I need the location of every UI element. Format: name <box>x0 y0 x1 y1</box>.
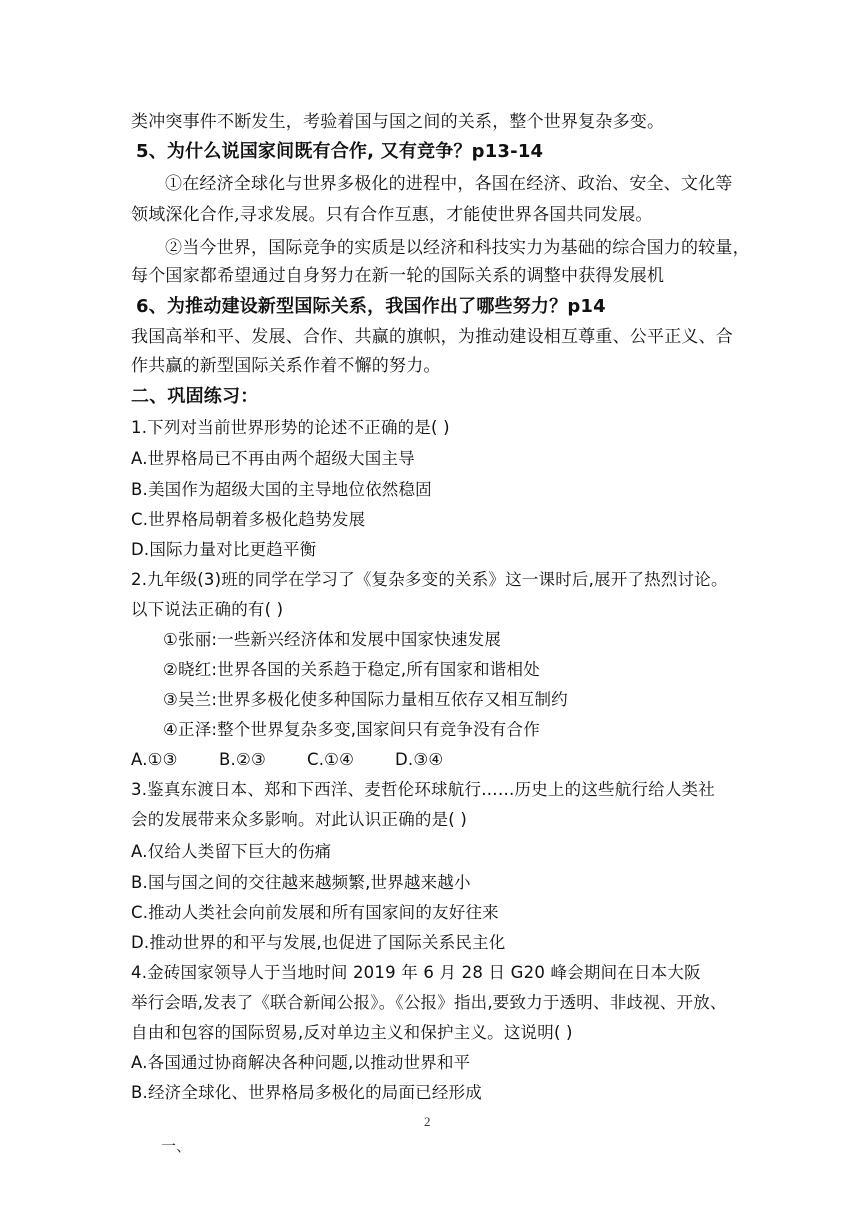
q2-options-row <box>131 749 483 771</box>
option-line: B.经济全球化、世界格局多极化的局面已经形成 <box>131 1083 482 1102</box>
statement-line: ①张丽:一些新兴经济体和发展中国家快速发展 <box>163 630 502 649</box>
text-line: ②当今世界，国际竞争的实质是以经济和科技实力为基础的综合国力的较量， <box>165 238 750 258</box>
option-c: C.①④ <box>307 750 355 769</box>
question-heading-5: 5、为什么说国家间既有合作, 又有竞争？p13-14 <box>136 141 544 162</box>
section-heading: 二、巩固练习： <box>131 386 259 407</box>
question-3: 3.鉴真东渡日本、郑和下西洋、麦哲伦环球航行……历史上的这些航行给人类社 <box>131 780 715 799</box>
text-line: 每个国家都希望通过自身努力在新一轮的国际关系的调整中获得发展机 <box>131 266 665 286</box>
question-4-cont: 举行会晤,发表了《联合新闻公报》。《公报》指出,要致力于透明、非歧视、开放、 <box>131 993 727 1012</box>
option-line: D.国际力量对比更趋平衡 <box>131 540 317 559</box>
text-line: 作共赢的新型国际关系作着不懈的努力。 <box>131 356 441 376</box>
option-line: B.美国作为超级大国的主导地位依然稳固 <box>131 480 432 499</box>
question-2: 2.九年级(3)班的同学在学习了《复杂多变的关系》这一课时后,展开了热烈讨论。 <box>131 570 728 589</box>
option-line: C.推动人类社会向前发展和所有国家间的友好往来 <box>131 903 499 922</box>
option-line: D.推动世界的和平与发展,也促进了国际关系民主化 <box>131 933 506 952</box>
option-line: A.各国通过协商解决各种问题,以推动世界和平 <box>131 1053 471 1072</box>
statement-line: ②晓红:世界各国的关系趋于稳定,所有国家和谐相处 <box>163 660 540 679</box>
question-2-cont: 以下说法正确的有( ) <box>131 600 284 619</box>
option-line: A.仅给人类留下巨大的伤痛 <box>131 842 332 861</box>
option-line: B.国与国之间的交往越来越频繁,世界越来越小 <box>131 873 471 892</box>
text-line: 领域深化合作,寻求发展。只有合作互惠，才能使世界各国共同发展。 <box>131 205 653 225</box>
text-line: 我国高举和平、发展、合作、共赢的旗帜，为推动建设相互尊重、公平正义、合 <box>131 327 733 347</box>
text-line: ①在经济全球化与世界多极化的进程中，各国在经济、政治、安全、文化等 <box>165 174 733 194</box>
question-heading-6: 6、为推动建设新型国际关系，我国作出了哪些努力？p14 <box>136 296 606 317</box>
statement-line: ③吴兰:世界多极化使多种国际力量相互依存又相互制约 <box>163 690 568 709</box>
option-b: B.②③ <box>219 750 266 769</box>
footer-fragment: 一、 <box>161 1137 192 1155</box>
option-line: A.世界格局已不再由两个超级大国主导 <box>131 449 415 468</box>
question-3-cont: 会的发展带来众多影响。对此认识正确的是( ) <box>131 810 468 829</box>
option-d: D.③④ <box>395 750 444 769</box>
question-1: 1.下列对当前世界形势的论述不正确的是( ) <box>131 418 450 437</box>
statement-line: ④正泽:整个世界复杂多变,国家间只有竞争没有合作 <box>163 720 540 739</box>
text-line: 类冲突事件不断发生，考验着国与国之间的关系，整个世界复杂多变。 <box>131 112 665 132</box>
option-line: C.世界格局朝着多极化趋势发展 <box>131 510 366 529</box>
question-4-cont: 自由和包容的国际贸易,反对单边主义和保护主义。这说明( ) <box>131 1023 573 1042</box>
question-4: 4.金砖国家领导人于当地时间 2019 年 6 月 28 日 G20 峰会期间在日本大阪 <box>131 963 701 982</box>
page-number: 2 <box>424 1114 431 1129</box>
option-a: A.①③ <box>131 750 178 769</box>
